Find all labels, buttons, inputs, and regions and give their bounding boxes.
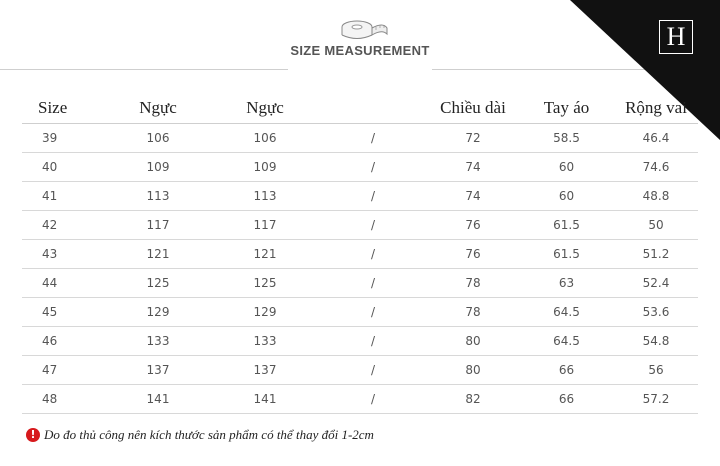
table-cell: 53.6 (614, 298, 698, 327)
table-cell: / (319, 182, 427, 211)
table-cell: 113 (105, 182, 211, 211)
table-cell: 78 (427, 269, 519, 298)
measuring-tape-icon (337, 18, 391, 42)
table-cell: 82 (427, 385, 519, 414)
table-cell: 121 (105, 240, 211, 269)
page-title: SIZE MEASUREMENT (290, 43, 430, 58)
table-cell: / (319, 269, 427, 298)
table-row (22, 124, 698, 153)
table-cell: 60 (519, 153, 614, 182)
table-row (22, 298, 698, 327)
table-cell: 61.5 (519, 211, 614, 240)
table-cell: 141 (105, 385, 211, 414)
size-table (22, 92, 698, 414)
table-cell: 45 (22, 298, 105, 327)
table-cell: 57.2 (614, 385, 698, 414)
table-cell: 64.5 (519, 327, 614, 356)
table-cell: / (319, 240, 427, 269)
column-header: Rộng vai (614, 92, 698, 124)
table-cell: 109 (105, 153, 211, 182)
table-cell: / (319, 211, 427, 240)
note-text: Do đo thủ công nên kích thước sản phẩm có thể thay đổi 1-2cm (44, 427, 374, 442)
measurement-note (26, 427, 374, 443)
table-cell: 61.5 (519, 240, 614, 269)
table-cell: 52.4 (614, 269, 698, 298)
table-cell: 80 (427, 356, 519, 385)
column-header: Tay áo (519, 92, 614, 124)
table-cell: 43 (22, 240, 105, 269)
table-row (22, 211, 698, 240)
table-cell: 113 (211, 182, 319, 211)
table-row (22, 356, 698, 385)
table-cell: 54.8 (614, 327, 698, 356)
table-cell: 46.4 (614, 124, 698, 153)
table-cell: 129 (105, 298, 211, 327)
table-row (22, 385, 698, 414)
brand-logo: H (659, 20, 693, 54)
table-cell: 78 (427, 298, 519, 327)
column-header: Ngực (105, 92, 211, 124)
table-cell: 46 (22, 327, 105, 356)
table-cell: 42 (22, 211, 105, 240)
table-cell: 80 (427, 327, 519, 356)
table-cell: 133 (105, 327, 211, 356)
table-row (22, 153, 698, 182)
table-cell: 125 (211, 269, 319, 298)
table-cell: 41 (22, 182, 105, 211)
table-cell: 63 (519, 269, 614, 298)
table-row (22, 182, 698, 211)
table-cell: 106 (211, 124, 319, 153)
table-cell: 60 (519, 182, 614, 211)
table-cell: 137 (105, 356, 211, 385)
table-cell: 74 (427, 182, 519, 211)
warning-icon: ! (26, 428, 40, 442)
table-cell: 74.6 (614, 153, 698, 182)
table-cell: 58.5 (519, 124, 614, 153)
table-cell: / (319, 356, 427, 385)
table-cell: 76 (427, 240, 519, 269)
table-row (22, 240, 698, 269)
table-cell: 66 (519, 356, 614, 385)
table-cell: 39 (22, 124, 105, 153)
table-cell: 106 (105, 124, 211, 153)
table-cell: 117 (105, 211, 211, 240)
table-cell: 137 (211, 356, 319, 385)
column-header: Size (22, 92, 105, 124)
table-cell: 129 (211, 298, 319, 327)
table-cell: 141 (211, 385, 319, 414)
table-cell: 109 (211, 153, 319, 182)
table-cell: 66 (519, 385, 614, 414)
table-cell: 64.5 (519, 298, 614, 327)
table-cell: 74 (427, 153, 519, 182)
table-cell: 125 (105, 269, 211, 298)
table-cell: 56 (614, 356, 698, 385)
table-cell: 121 (211, 240, 319, 269)
table-cell: 72 (427, 124, 519, 153)
table-cell: 117 (211, 211, 319, 240)
table-cell: / (319, 327, 427, 356)
table-header-row (22, 92, 698, 124)
table-row (22, 327, 698, 356)
table-cell: / (319, 153, 427, 182)
table-cell: / (319, 298, 427, 327)
table-cell: 48.8 (614, 182, 698, 211)
column-header (319, 92, 427, 124)
table-cell: 48 (22, 385, 105, 414)
table-cell: 40 (22, 153, 105, 182)
column-header: Ngực (211, 92, 319, 124)
table-cell: 76 (427, 211, 519, 240)
column-header: Chiều dài (427, 92, 519, 124)
table-cell: 50 (614, 211, 698, 240)
table-row (22, 269, 698, 298)
table-cell: 51.2 (614, 240, 698, 269)
table-cell: / (319, 124, 427, 153)
table-cell: 47 (22, 356, 105, 385)
table-cell: 44 (22, 269, 105, 298)
header-rule-left (0, 69, 288, 70)
table-cell: 133 (211, 327, 319, 356)
table-cell: / (319, 385, 427, 414)
